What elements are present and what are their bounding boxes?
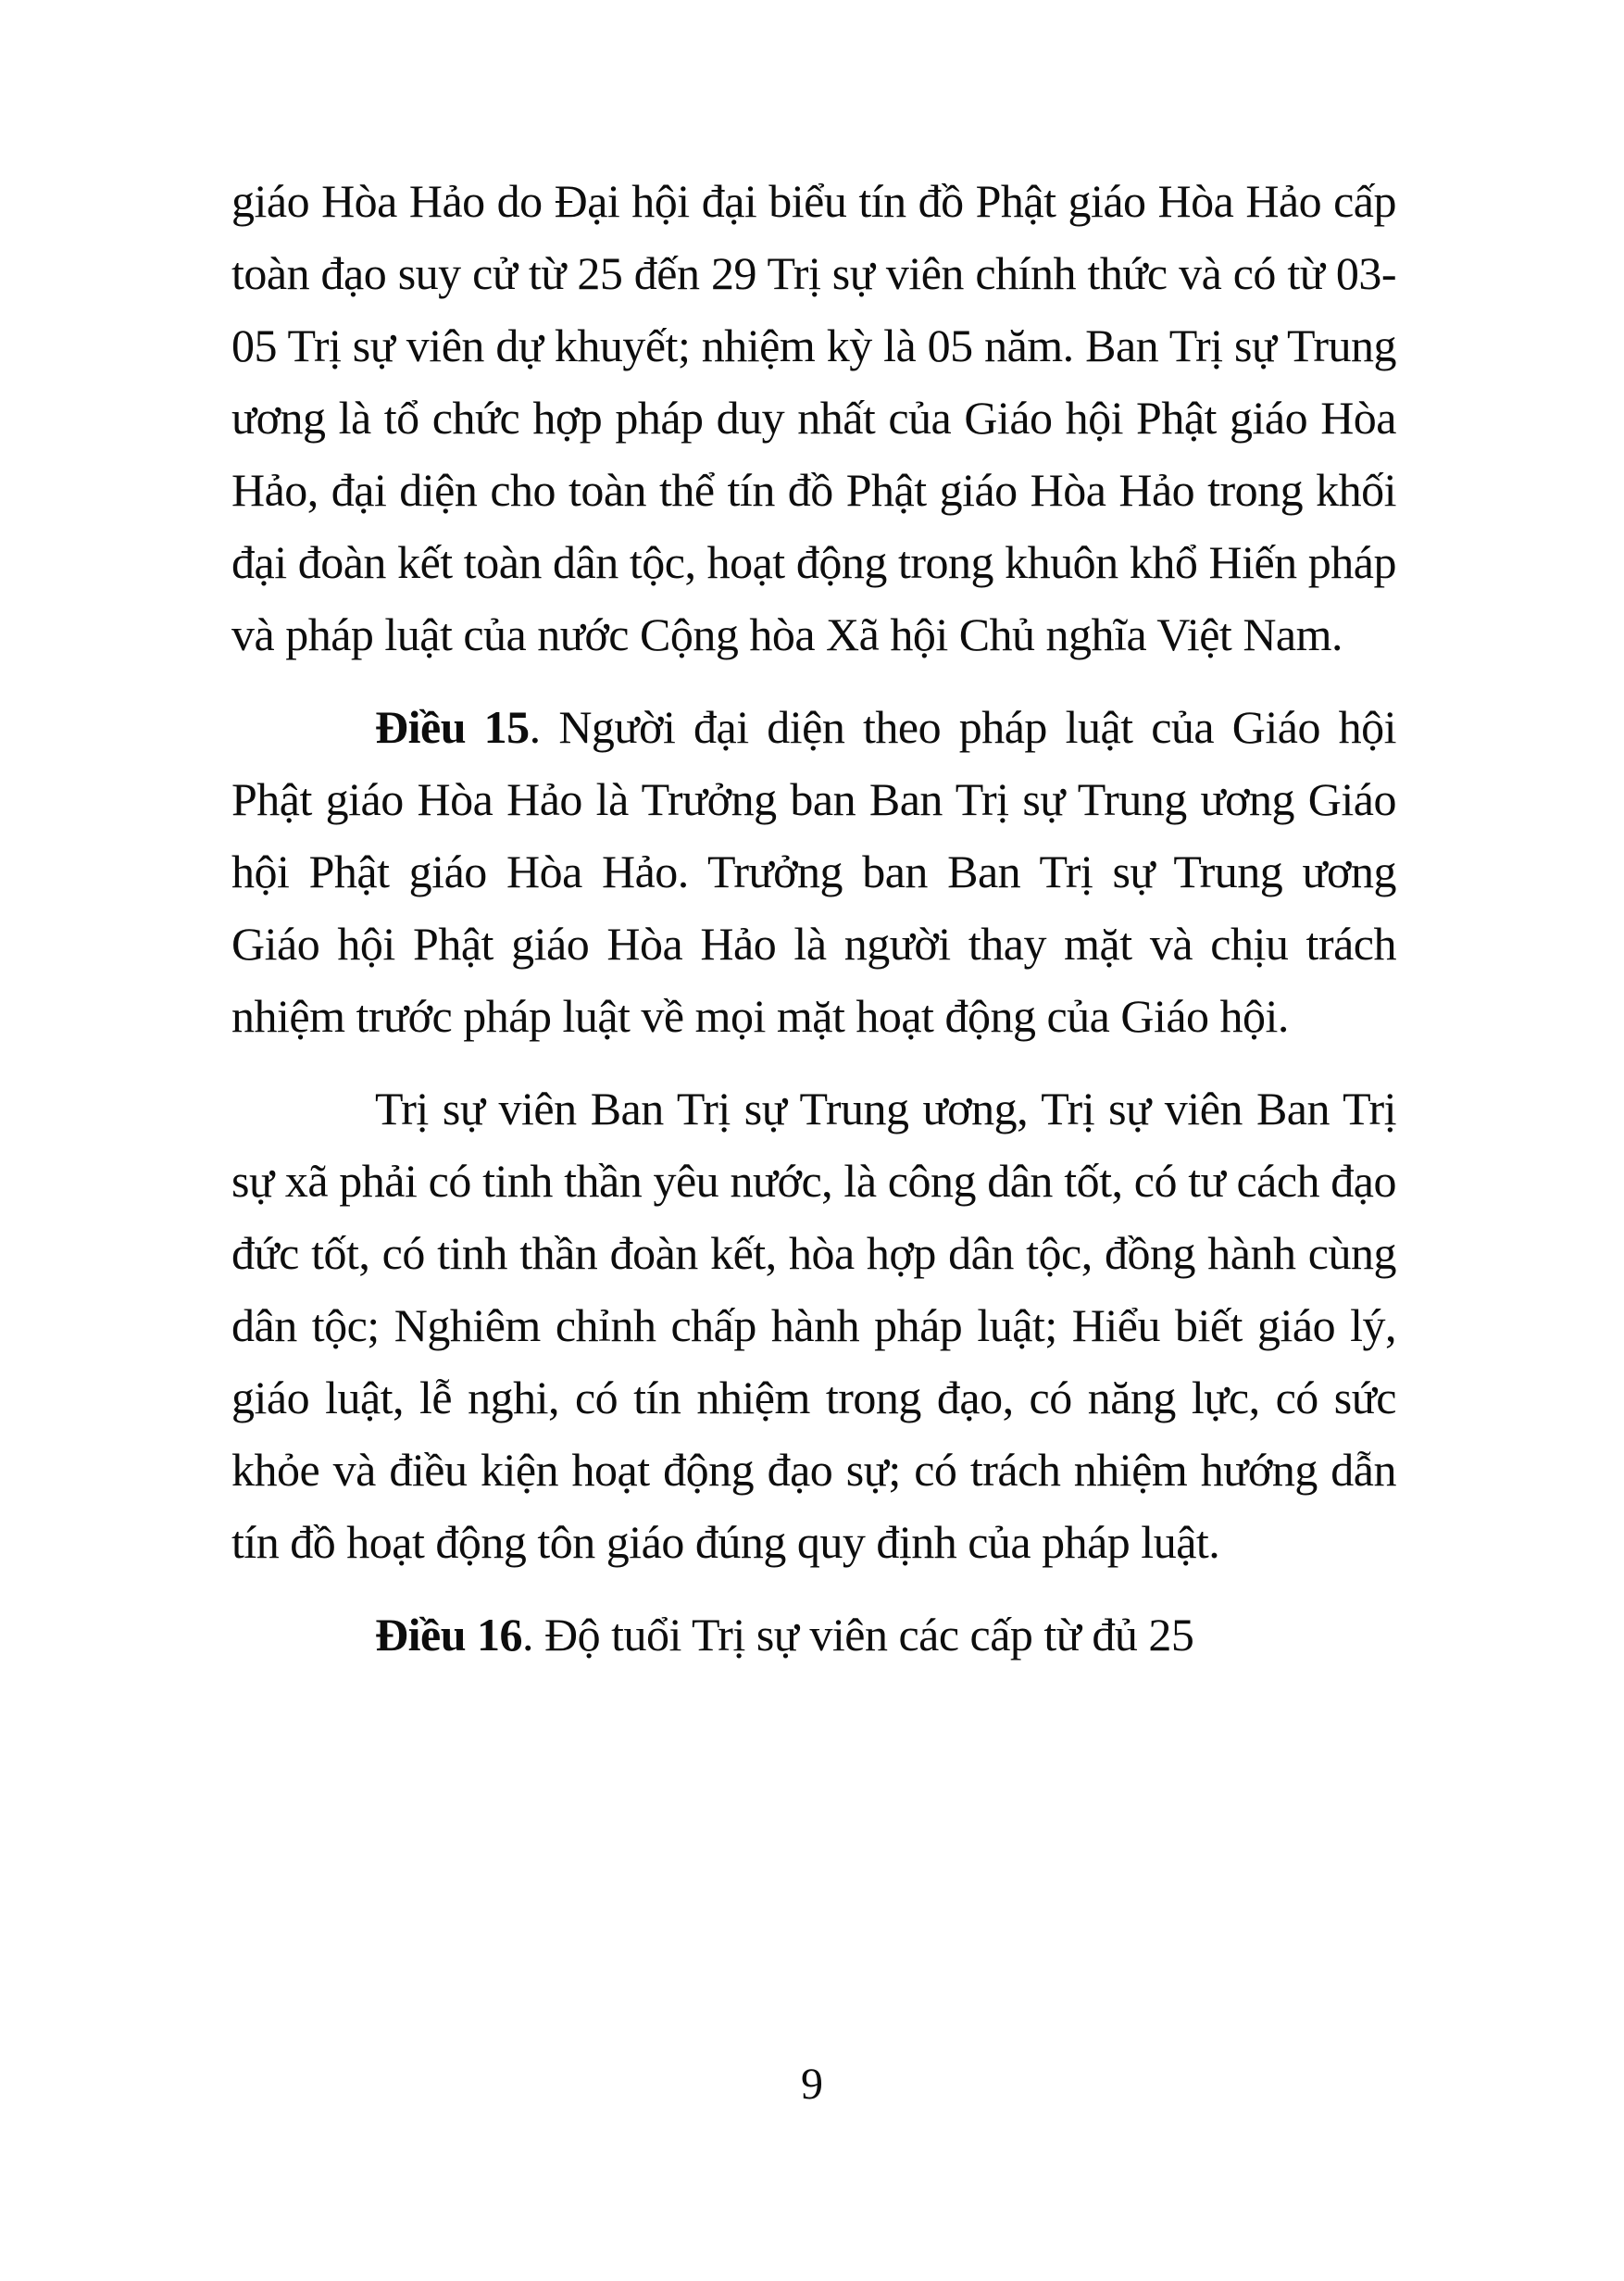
paragraph-text: Trị sự viên Ban Trị sự Trung ương, Trị sự viên Ban Trị sự xã phải có tinh thần yêu nước, là công dân tốt, có tư cách đạo đức tốt, có tinh thần đoàn kết, hòa hợp dân tộc, đồng hành cùng dân tộc; Nghiêm chỉnh chấp hành pháp luật; Hiểu biết giáo lý, giáo luật, lễ nghi, có tín nhiệm trong đạo, có năng lực, có sức khỏe và điều kiện hoạt động đạo sự; có trách nhiệm hướng dẫn tín đồ hoạt động tôn giáo đúng quy định của pháp luật. bbox=[231, 1083, 1396, 1568]
article-16-label: Điều 16 bbox=[375, 1609, 522, 1661]
paragraph-text: . Độ tuổi Trị sự viên các cấp từ đủ 25 bbox=[522, 1609, 1194, 1661]
paragraph-membership-criteria bbox=[231, 1072, 1396, 1578]
paragraph-article-16 bbox=[231, 1598, 1396, 1671]
paragraph-article-15 bbox=[231, 691, 1396, 1052]
paragraph-text: . Người đại diện theo pháp luật của Giáo hội Phật giáo Hòa Hảo là Trưởng ban Ban Trị sự Trung ương Giáo hội Phật giáo Hòa Hảo. Trưởng ban Ban Trị sự Trung ương Giáo hội Phật giáo Hòa Hảo là người thay mặt và chịu trách nhiệm trước pháp luật về mọi mặt hoạt động của Giáo hội. bbox=[231, 701, 1396, 1042]
page-body-text bbox=[231, 165, 1396, 1671]
article-15-label: Điều 15 bbox=[375, 701, 530, 753]
page-number: 9 bbox=[801, 2060, 823, 2109]
paragraph-continuation bbox=[231, 165, 1396, 671]
paragraph-text: giáo Hòa Hảo do Đại hội đại biểu tín đồ Phật giáo Hòa Hảo cấp toàn đạo suy cử từ 25 đến 29 Trị sự viên chính thức và có từ 03-05 Trị sự viên dự khuyết; nhiệm kỳ là 05 năm. Ban Trị sự Trung ương là tổ chức hợp pháp duy nhất của Giáo hội Phật giáo Hòa Hảo, đại diện cho toàn thể tín đồ Phật giáo Hòa Hảo trong khối đại đoàn kết toàn dân tộc, hoạt động trong khuôn khổ Hiến pháp và pháp luật của nước Cộng hòa Xã hội Chủ nghĩa Việt Nam. bbox=[231, 175, 1396, 660]
